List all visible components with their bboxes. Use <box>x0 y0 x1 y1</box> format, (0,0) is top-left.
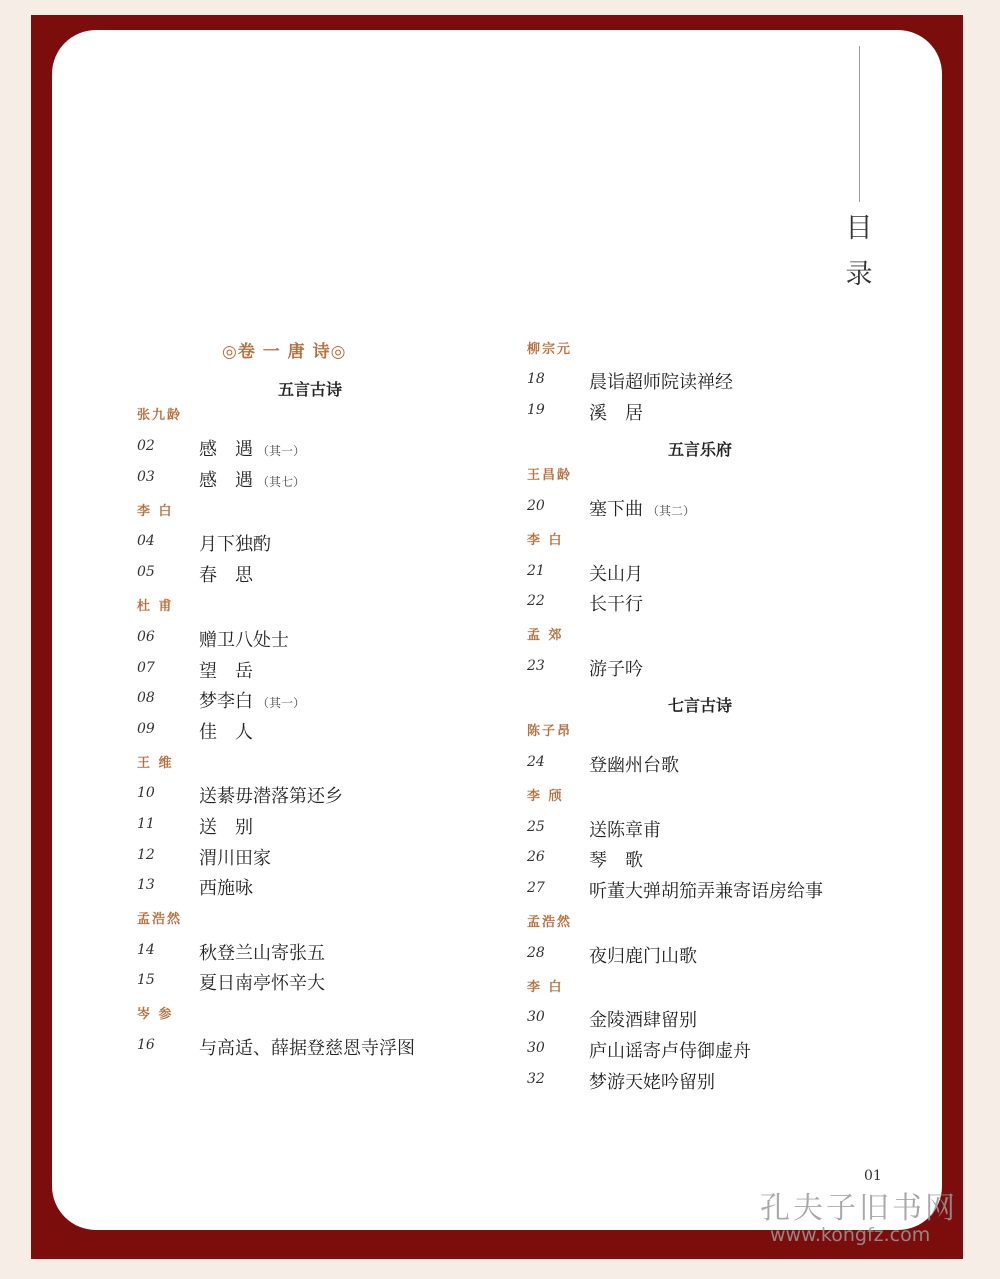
entry-page-number: 23 <box>527 658 545 674</box>
entry-title: 游子吟 <box>589 659 643 680</box>
author-label: 孟浩然 <box>527 915 573 930</box>
heading-rule <box>859 46 860 202</box>
entry-title: 渭川田家 <box>199 848 271 869</box>
entry-page-number: 24 <box>527 754 545 770</box>
entry-title: 西施咏 <box>199 878 253 899</box>
author-label: 李 颀 <box>527 789 564 804</box>
entry-title: 金陵酒肆留别 <box>589 1010 697 1031</box>
entry-title: 送陈章甫 <box>589 820 661 841</box>
entry-page-number: 04 <box>137 533 155 549</box>
author-label: 陈子昂 <box>527 724 573 739</box>
entry-title: 溪 居 <box>589 403 643 424</box>
entry-title <box>199 466 305 492</box>
entry-title-text: 感 遇 <box>199 470 253 491</box>
volume-title: ◎卷 一 唐 诗◎ <box>222 342 347 362</box>
entry-page-number: 25 <box>527 819 545 835</box>
entry-title: 送綦毋潜落第还乡 <box>199 786 343 807</box>
entry-title: 琴 歌 <box>589 850 643 871</box>
entry-note: （其一） <box>257 444 306 458</box>
author-label: 李 白 <box>137 504 174 519</box>
entry-page-number: 18 <box>527 371 545 387</box>
entry-title: 夏日南亭怀辛大 <box>199 973 325 994</box>
author-label: 李 白 <box>527 980 564 995</box>
contents-heading <box>838 206 880 298</box>
entry-title: 关山月 <box>589 564 643 585</box>
entry-page-number: 27 <box>527 880 545 896</box>
author-label: 张九龄 <box>137 408 183 423</box>
entry-note: （其二） <box>647 504 696 518</box>
entry-title: 望 岳 <box>199 661 253 682</box>
page-number: 01 <box>864 1168 882 1184</box>
entry-page-number: 30 <box>527 1009 545 1025</box>
author-label: 柳宗元 <box>527 342 573 357</box>
entry-page-number: 03 <box>137 469 155 485</box>
entry-note: （其一） <box>257 696 306 710</box>
entry-page-number: 30 <box>527 1040 545 1056</box>
author-label: 岑 参 <box>137 1007 174 1022</box>
entry-title: 赠卫八处士 <box>199 630 289 651</box>
entry-page-number: 09 <box>137 721 155 737</box>
section-heading: 五言古诗 <box>278 380 343 399</box>
entry-title: 庐山谣寄卢侍御虚舟 <box>589 1041 751 1062</box>
entry-title-text: 梦李白 <box>199 691 253 712</box>
entry-page-number: 32 <box>527 1071 545 1087</box>
page-sheet <box>52 30 942 1230</box>
section-heading: 五言乐府 <box>668 440 733 459</box>
entry-page-number: 19 <box>527 402 545 418</box>
entry-title: 春 思 <box>199 565 253 586</box>
entry-page-number: 11 <box>137 816 155 832</box>
entry-page-number: 15 <box>137 972 155 988</box>
entry-title: 与高适、薛据登慈恩寺浮图 <box>199 1038 415 1059</box>
entry-page-number: 05 <box>137 564 155 580</box>
entry-title <box>199 435 305 461</box>
heading-char-2: 录 <box>845 259 873 290</box>
entry-page-number: 02 <box>137 438 155 454</box>
entry-title: 送 别 <box>199 817 253 838</box>
entry-page-number: 06 <box>137 629 155 645</box>
entry-title: 月下独酌 <box>199 534 271 555</box>
entry-title: 秋登兰山寄张五 <box>199 943 325 964</box>
entry-title-text: 感 遇 <box>199 439 253 460</box>
entry-page-number: 16 <box>137 1037 155 1053</box>
entry-page-number: 26 <box>527 849 545 865</box>
entry-title: 佳 人 <box>199 722 253 743</box>
entry-page-number: 12 <box>137 847 155 863</box>
entry-title: 听董大弹胡笳弄兼寄语房给事 <box>589 881 823 902</box>
entry-title: 梦游天姥吟留别 <box>589 1072 715 1093</box>
author-label: 李 白 <box>527 533 564 548</box>
author-label: 王 维 <box>137 756 174 771</box>
entry-page-number: 28 <box>527 945 545 961</box>
heading-char-1: 目 <box>845 213 873 244</box>
watermark-url: www.kongfz.com <box>770 1224 931 1246</box>
author-label: 孟 郊 <box>527 628 564 643</box>
entry-page-number: 08 <box>137 690 155 706</box>
entry-title-text: 塞下曲 <box>589 499 643 520</box>
entry-page-number: 13 <box>137 877 155 893</box>
entry-title <box>589 495 695 521</box>
author-label: 王昌龄 <box>527 468 573 483</box>
entry-page-number: 22 <box>527 593 545 609</box>
entry-title <box>199 687 305 713</box>
entry-page-number: 14 <box>137 942 155 958</box>
section-heading: 七言古诗 <box>668 696 733 715</box>
entry-title: 登幽州台歌 <box>589 755 679 776</box>
watermark-text: 孔夫子旧书网 <box>760 1191 958 1226</box>
entry-page-number: 07 <box>137 660 155 676</box>
entry-title: 夜归鹿门山歌 <box>589 946 697 967</box>
author-label: 杜 甫 <box>137 599 174 614</box>
entry-title: 长干行 <box>589 594 643 615</box>
entry-note: （其七） <box>257 475 306 489</box>
author-label: 孟浩然 <box>137 912 183 927</box>
entry-page-number: 10 <box>137 785 155 801</box>
entry-title: 晨诣超师院读禅经 <box>589 372 733 393</box>
entry-page-number: 20 <box>527 498 545 514</box>
entry-page-number: 21 <box>527 563 545 579</box>
